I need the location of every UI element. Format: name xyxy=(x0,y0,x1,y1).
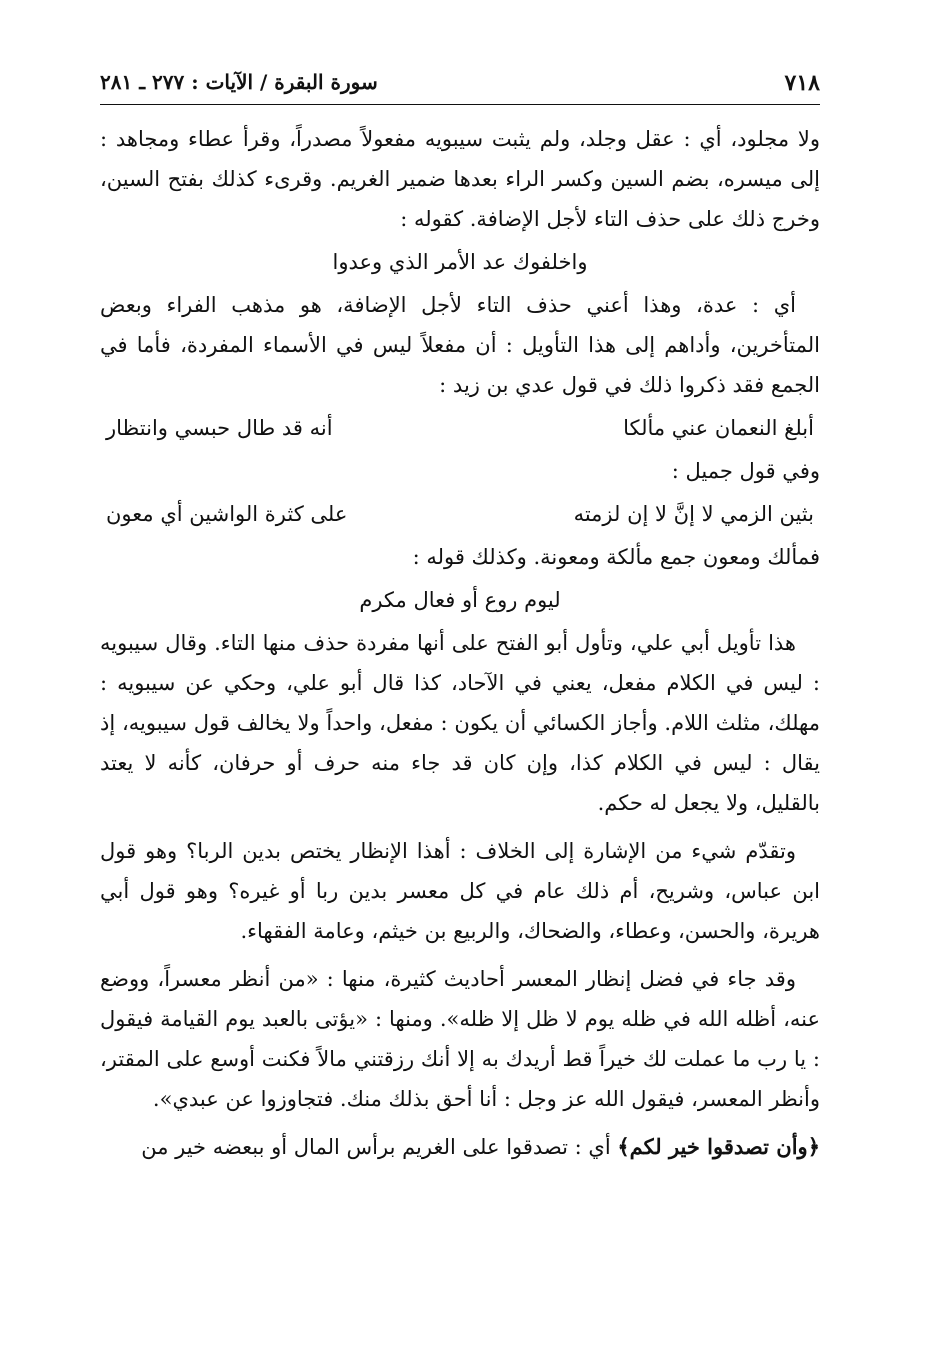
paragraph-8 xyxy=(100,1127,820,1167)
verse-hemistich-second: على كثرة الواشين أي معون xyxy=(106,502,348,526)
verse-hemistich-second: أنه قد طال حبسي وانتظار xyxy=(106,416,333,440)
paragraph-7: وقد جاء في فضل إنظار المعسر أحاديث كثيرة، منها : «من أنظر معسراً، ووضع عنه، أظله الله في ظله يوم لا ظل إلا ظله». ومنها : «يؤتى بالعبد يوم القيامة فيقول : يا رب ما عملت لك خيراً قط أريدك به إلا أنك رزقتني مالاً فكنت أوسع على المقتر، وأنظر المعسر، فيقول الله عز وجل : أنا أحق بذلك منك. فتجاوزوا عن عبدي». xyxy=(100,967,820,1111)
paragraph-3: وفي قول جميل : xyxy=(671,459,820,483)
paragraph-2: أي : عدة، وهذا أعني حذف التاء لأجل الإضافة، هو مذهب الفراء وبعض المتأخرين، وأداهم إلى هذا التأويل : أن مفعلاً ليس في الأسماء المفردة، فأما في الجمع فقد ذكروا ذلك في قول عدي بن زيد : xyxy=(100,293,820,397)
quran-verse-quote: ﴿وأن تصدقوا خير لكم﴾ xyxy=(617,1134,820,1159)
paragraph-6: وتقدّم شيء من الإشارة إلى الخلاف : أهذا الإنظار يختص بدين الربا؟ وهو قول ابن عباس، وشريح، أم ذلك عام في كل معسر بدين ربا أو غيره؟ وهو قول أبي هريرة، والحسن، وعطاء، والضحاك، والربيع بن خيثم، وعامة الفقهاء. xyxy=(100,839,820,943)
paragraph-4: فمألك ومعون جمع مألكة ومعونة. وكذلك قوله : xyxy=(412,545,820,569)
book-page xyxy=(100,60,820,1167)
running-title: سورة البقرة / الآيات : ٢٧٧ ـ ٢٨١ xyxy=(100,70,378,94)
paragraph-5: هذا تأويل أبي علي، وتأول أبو الفتح على أنها مفردة حذف منها التاء. وقال سيبويه : ليس في الكلام مفعل، يعني في الآحاد، كذا قال أبو علي، وحكي عن سيبويه : مهلك، مثلث اللام. وأجاز الكسائي أن يكون : مفعل، واحداً ولا يخالف قول سيبويه، إذ يقال : ليس في الكلام كذا، وإن كان قد جاء منه حرف أو حرفان، كأنه لا يعتد بالقليل، ولا يجعل له حكم. xyxy=(100,631,820,815)
verse-hemistich-first: بثين الزمي لا إنَّ لا إن لزمته xyxy=(573,502,814,526)
page-number: ٧١٨ xyxy=(784,70,820,96)
paragraph-8-text: أي : تصدقوا على الغريم برأس المال أو ببعضه خير من xyxy=(141,1135,618,1159)
verse-line-1: واخلفوك عد الأمر الذي وعدوا xyxy=(332,250,588,274)
verse-line-2: ليوم روع أو فعال مكرم xyxy=(359,588,561,612)
verse-couplet-2 xyxy=(100,491,820,537)
page-header xyxy=(100,60,820,105)
verse-couplet-1 xyxy=(100,405,820,451)
verse-hemistich-first: أبلغ النعمان عني مألكا xyxy=(623,416,814,440)
paragraph-1: ولا مجلود، أي : عقل وجلد، ولم يثبت سيبويه مفعولاً مصدراً، وقرأ عطاء ومجاهد : إلى ميسره، بضم السين وكسر الراء بعدها ضمير الغريم. وقرىء كذلك بفتح السين، وخرج ذلك على حذف التاء لأجل الإضافة. كقوله : xyxy=(100,127,820,231)
